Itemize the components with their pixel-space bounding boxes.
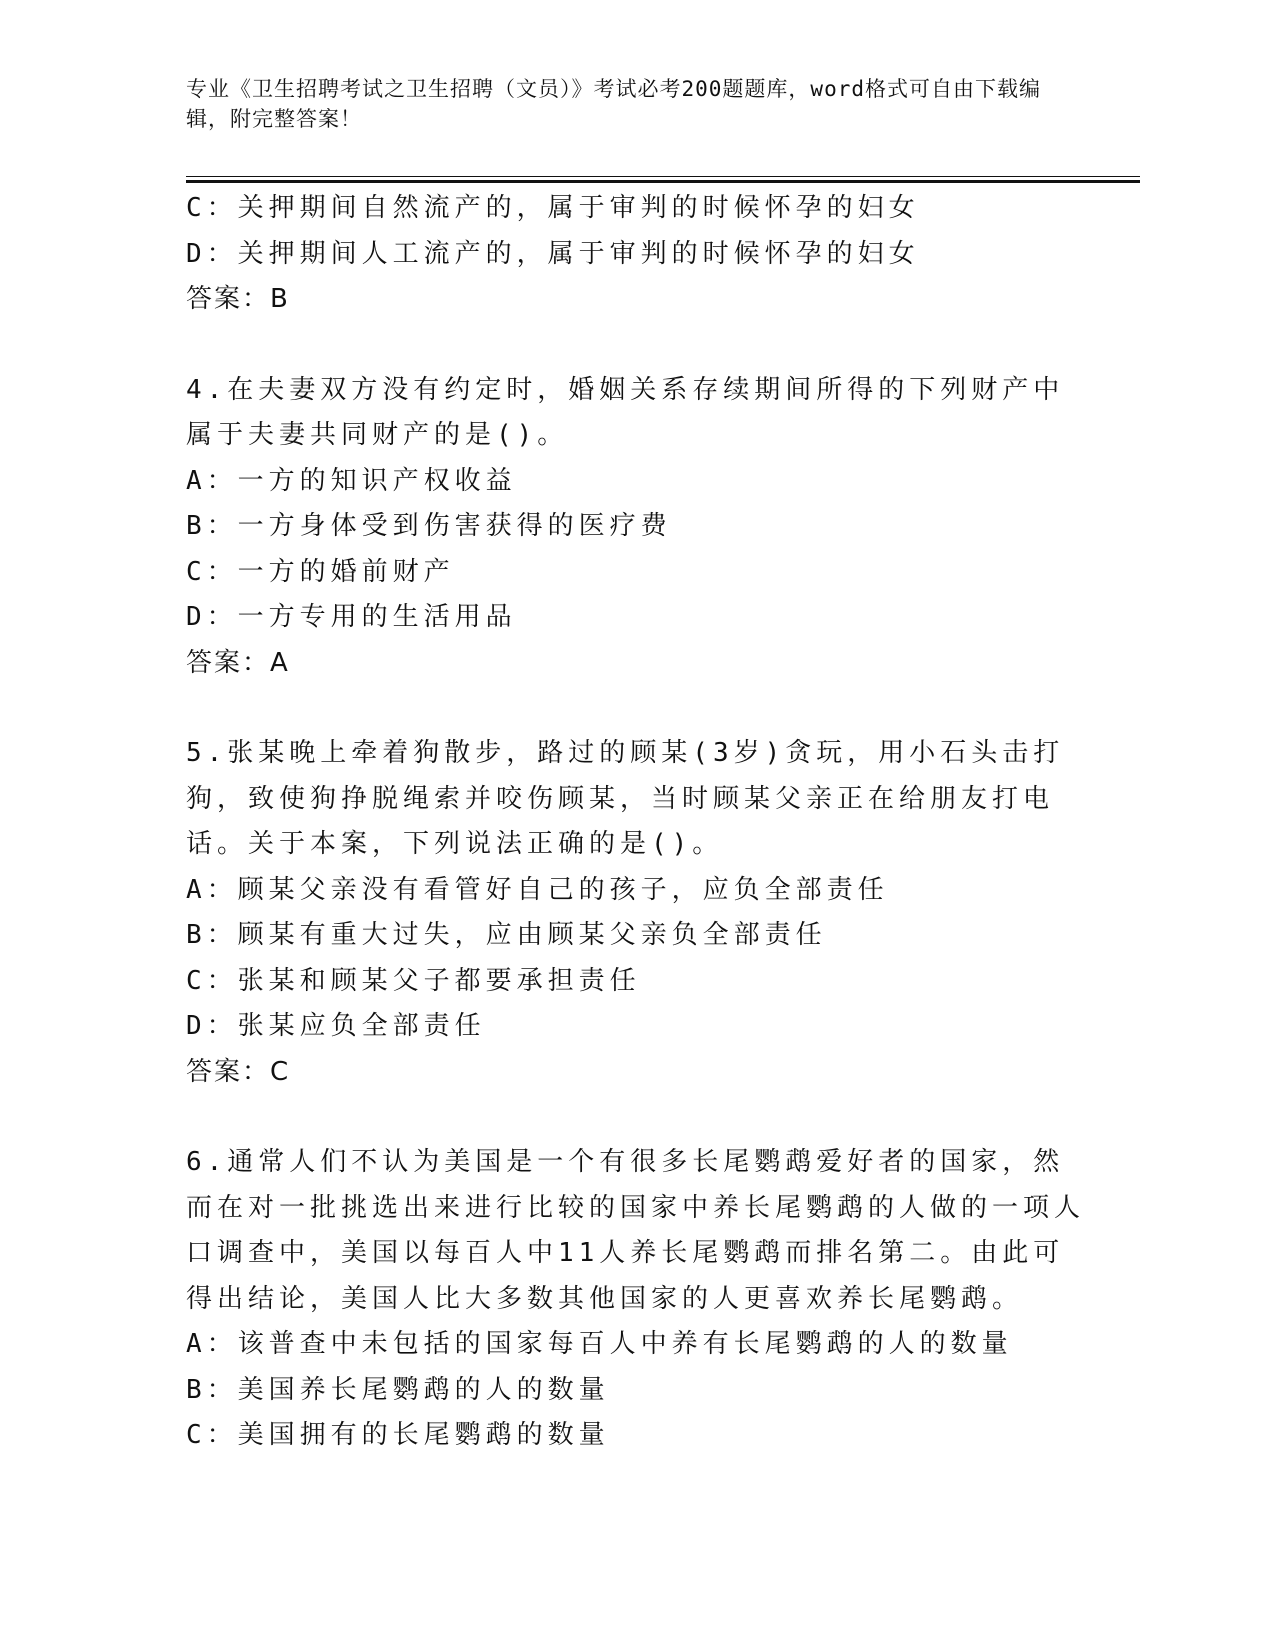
question-content: [186, 186, 1086, 1459]
option-c: C：关押期间自然流产的，属于审判的时候怀孕的妇女: [186, 193, 920, 223]
spacer: [186, 323, 1086, 368]
option-a: A：该普查中未包括的国家每百人中养有长尾鹦鹉的人的数量: [186, 1329, 1013, 1359]
answer-label: 答案：C: [186, 1056, 291, 1087]
option-b: B：美国养长尾鹦鹉的人的数量: [186, 1374, 610, 1405]
question-stem: 4.在夫妻双方没有约定时，婚姻关系存续期间所得的下列财产中属于夫妻共同财产的是()。: [186, 374, 1065, 450]
option-d: D：关押期间人工流产的，属于审判的时候怀孕的妇女: [186, 238, 920, 269]
question-stem: 5.张某晚上牵着狗散步，路过的顾某(3岁)贪玩，用小石头击打狗，致使狗挣脱绳索并咬伤顾某，当时顾某父亲正在给朋友打电话。关于本案，下列说法正确的是()。: [186, 738, 1065, 859]
option-c: C：美国拥有的长尾鹦鹉的数量: [186, 1420, 610, 1450]
option-a: A：顾某父亲没有看管好自己的孩子，应负全部责任: [186, 874, 889, 905]
header-divider-thick: [186, 180, 1140, 183]
option-b: B：顾某有重大过失，应由顾某父亲负全部责任: [186, 920, 827, 950]
header-divider-thin: [186, 176, 1140, 177]
spacer: [186, 686, 1086, 731]
spacer: [186, 1095, 1086, 1140]
option-a: A：一方的知识产权收益: [186, 465, 517, 496]
question-4-block: [186, 368, 1086, 687]
question-6-block: [186, 1140, 1086, 1459]
option-d: D：张某应负全部责任: [186, 1011, 486, 1041]
question-stem: 6.通常人们不认为美国是一个有很多长尾鹦鹉爱好者的国家，然而在对一批挑选出来进行比较的国家中养长尾鹦鹉的人做的一项人口调查中，美国以每百人中11人养长尾鹦鹉而排名第二。由此可得出结论，美国人比大多数其他国家的人更喜欢养长尾鹦鹉。: [186, 1147, 1086, 1314]
answer-label: 答案：A: [186, 647, 290, 678]
document-header: 专业《卫生招聘考试之卫生招聘（文员）》考试必考200题题库，word格式可自由下载编辑，附完整答案！: [186, 77, 1041, 131]
previous-question-block: [186, 186, 1086, 323]
option-d: D：一方专用的生活用品: [186, 602, 517, 632]
option-b: B：一方身体受到伤害获得的医疗费: [186, 511, 672, 541]
question-5-block: [186, 731, 1086, 1095]
answer-label: 答案：B: [186, 284, 290, 314]
option-c: C：一方的婚前财产: [186, 556, 455, 587]
option-c: C：张某和顾某父子都要承担责任: [186, 965, 641, 996]
